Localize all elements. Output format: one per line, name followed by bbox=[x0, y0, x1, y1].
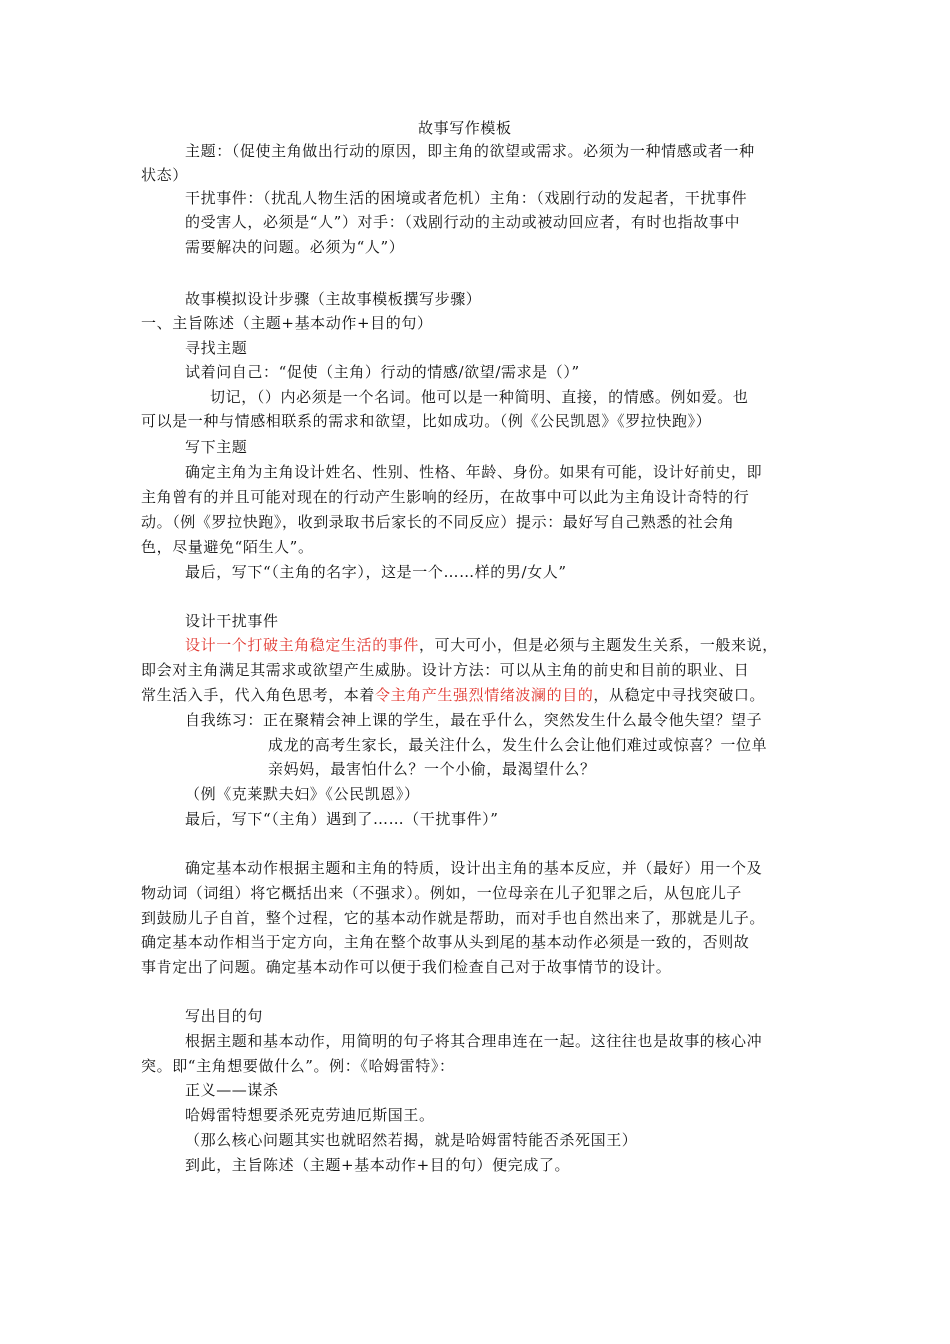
text-line: 哈姆雷特想要杀死克劳迪厄斯国王。 bbox=[185, 1106, 435, 1124]
text-line: （那么核心问题其实也就昭然若揭，就是哈姆雷特能否杀死国王） bbox=[185, 1131, 638, 1149]
text-line: 色，尽量避免“陌生人”。 bbox=[141, 538, 314, 556]
text-line: 即会对主角满足其需求或欲望产生威胁。设计方法：可以从主角的前史和目前的职业、日 bbox=[141, 661, 750, 679]
text-line: 根据主题和基本动作，用简明的句子将其合理串连在一起。这往往也是故事的核心冲 bbox=[185, 1032, 763, 1050]
text-line: 主题：（促使主角做出行动的原因，即主角的欲望或需求。必须为一种情感或者一种 bbox=[185, 142, 755, 160]
subheading: 写出目的句 bbox=[185, 1007, 264, 1025]
text-line: 物动词（词组）将它概括出来（不强求）。例如，一位母亲在儿子犯罪之后，从包庇儿子 bbox=[141, 884, 742, 902]
text-line: 主角曾有的并且可能对现在的行动产生影响的经历，在故事中可以此为主角设计奇特的行 bbox=[141, 488, 750, 506]
text-line: 确定主角为主角设计姓名、性别、性格、年龄、身份。如果有可能，设计好前史，即 bbox=[185, 463, 763, 481]
text-line: 最后，写下“（主角的名字），这是一个……样的男/女人” bbox=[185, 563, 567, 581]
text-span: ，从稳定中寻找突破口。 bbox=[593, 686, 766, 704]
text-line: 状态） bbox=[141, 166, 188, 184]
text-line: 干扰事件：（扰乱人物生活的困境或者危机）主角：（戏剧行动的发起者，干扰事件 bbox=[185, 189, 748, 207]
section-heading: 故事模拟设计步骤（主故事模板撰写步骤） bbox=[185, 290, 482, 308]
text-line: 突。即“主角想要做什么”。例：《哈姆雷特》： bbox=[141, 1057, 455, 1075]
section-heading: 一、主旨陈述（主题+基本动作+目的句） bbox=[141, 314, 433, 332]
text-line: 自我练习：正在聚精会神上课的学生，最在乎什么，突然发生什么最令他失望？望子 bbox=[185, 711, 763, 729]
text-line: 需要解决的问题。必须为“人”） bbox=[185, 238, 405, 256]
text-line: 的受害人，必须是“人”）对手：（戏剧行动的主动或被动回应者，有时也指故事中 bbox=[185, 213, 741, 231]
text-line: 可以是一种与情感相联系的需求和欲望，比如成功。（例《公民凯恩》《罗拉快跑》） bbox=[141, 412, 712, 430]
highlighted-text: 设计一个打破主角稳定生活的事件 bbox=[185, 636, 420, 654]
text-line: （例《克莱默夫妇》《公民凯恩》） bbox=[185, 785, 420, 803]
subheading: 设计干扰事件 bbox=[185, 612, 279, 630]
text-line: 事肯定出了问题。确定基本动作可以便于我们检查自己对于故事情节的设计。 bbox=[141, 958, 672, 976]
text-line: 亲妈妈，最害怕什么？一个小偷，最渴望什么？ bbox=[268, 760, 596, 778]
highlighted-text: 令主角产生强烈情绪波澜的目的 bbox=[375, 686, 594, 704]
text-line: 动。（例《罗拉快跑》，收到录取书后家长的不同反应）提示：最好写自己熟悉的社会角 bbox=[141, 513, 735, 531]
text-line bbox=[185, 635, 778, 655]
subheading: 寻找主题 bbox=[185, 339, 248, 357]
text-line: 成龙的高考生家长，最关注什么，发生什么会让他们难过或惊喜？一位单 bbox=[268, 736, 768, 754]
text-line: 切记，（）内必须是一个名词。他可以是一种简明、直接，的情感。例如爱。也 bbox=[210, 388, 749, 406]
text-line: 最后，写下“（主角）遇到了……（干扰事件）” bbox=[185, 810, 499, 828]
text-line: 确定基本动作相当于定方向，主角在整个故事从头到尾的基本动作必须是一致的，否则故 bbox=[141, 933, 750, 951]
text-line bbox=[141, 685, 765, 705]
text-span: ，可大可小，但是必须与主题发生关系，一般来说， bbox=[419, 636, 778, 654]
text-line: 确定基本动作根据主题和主角的特质，设计出主角的基本反应，并（最好）用一个及 bbox=[185, 859, 763, 877]
text-line: 到鼓励儿子自首，整个过程，它的基本动作就是帮助，而对手也自然出来了，那就是儿子。 bbox=[141, 909, 766, 927]
text-span: 常生活入手，代入角色思考，本着 bbox=[141, 686, 376, 704]
text-line: 到此，主旨陈述（主题+基本动作+目的句）便完成了。 bbox=[185, 1156, 571, 1174]
document-title: 故事写作模板 bbox=[418, 119, 512, 137]
text-line: 试着问自己：“促使（主角）行动的情感/欲望/需求是（）” bbox=[185, 363, 580, 381]
subheading: 写下主题 bbox=[185, 438, 248, 456]
text-line: 正义——谋杀 bbox=[185, 1081, 279, 1099]
